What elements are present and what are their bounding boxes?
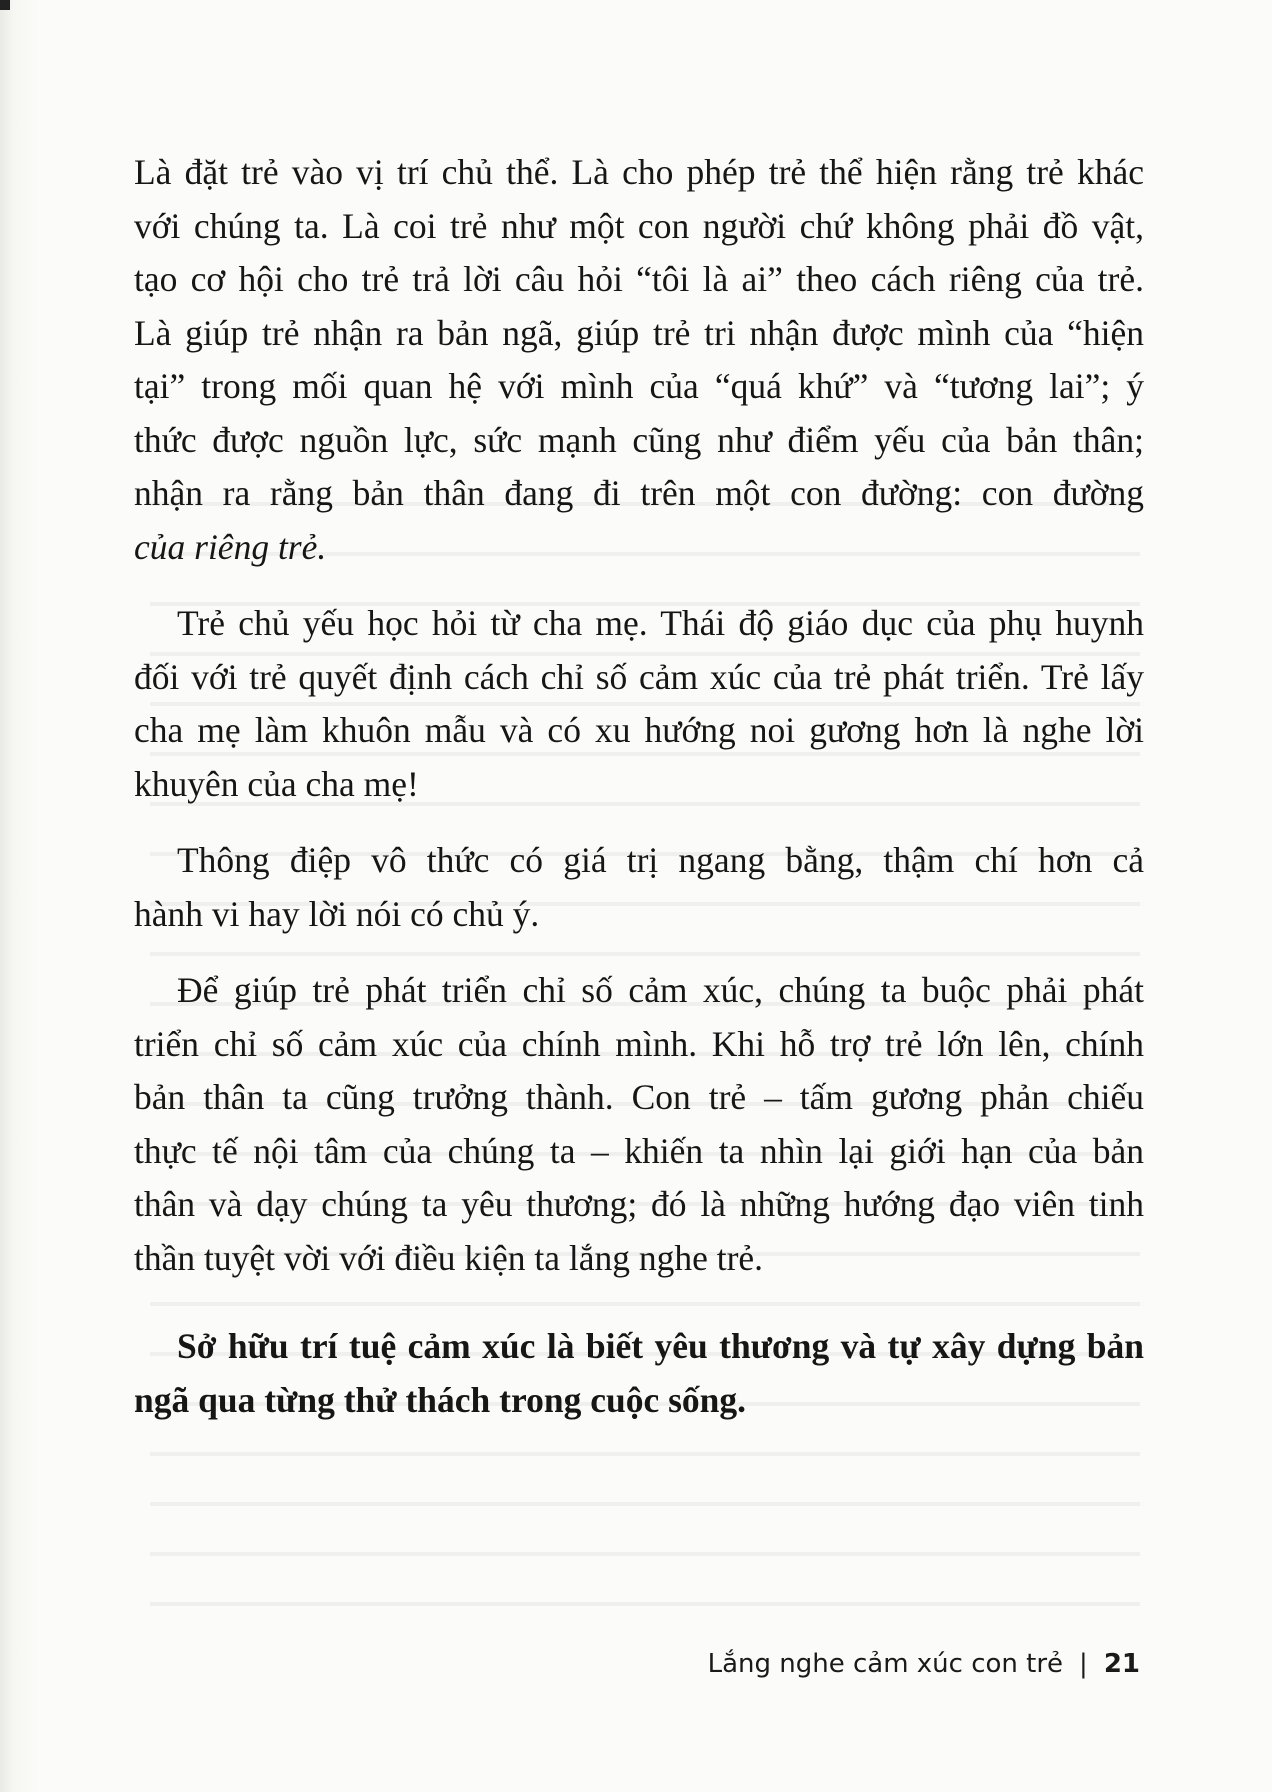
text-line: nhận ra rằng bản thân đang đi trên một con đường: con đường xyxy=(134,473,1144,513)
paragraph-2 xyxy=(134,597,1144,811)
text-line-italic: của riêng trẻ. xyxy=(134,526,327,567)
scan-corner-mark xyxy=(0,0,10,10)
text-line: thân và dạy chúng ta yêu thương; đó là những hướng đạo viên tinh xyxy=(134,1184,1144,1224)
text-line: Là đặt trẻ vào vị trí chủ thể. Là cho phép trẻ thể hiện rằng trẻ khác xyxy=(134,152,1144,192)
paragraph-1 xyxy=(134,146,1144,574)
text-line-bold: ngã qua từng thử thách trong cuộc sống. xyxy=(134,1379,747,1420)
text-line: triển chỉ số cảm xúc của chính mình. Khi hỗ trợ trẻ lớn lên, chính xyxy=(134,1023,1144,1064)
text-line: Để giúp trẻ phát triển chỉ số cảm xúc, chúng ta buộc phải phát xyxy=(177,970,1144,1010)
running-title: Lắng nghe cảm xúc con trẻ xyxy=(707,1649,1064,1679)
paragraph-3 xyxy=(134,834,1144,941)
body-text xyxy=(134,146,1144,1427)
text-line: thực tế nội tâm của chúng ta – khiến ta nhìn lại giới hạn của bản xyxy=(134,1130,1144,1171)
highlight-paragraph xyxy=(134,1320,1144,1427)
text-line: tạo cơ hội cho trẻ trả lời câu hỏi “tôi là ai” theo cách riêng của trẻ. xyxy=(134,259,1144,299)
page-footer xyxy=(690,1644,1140,1684)
text-line: thần tuyệt vời với điều kiện ta lắng nghe trẻ. xyxy=(134,1237,764,1278)
text-line: Trẻ chủ yếu học hỏi từ cha mẹ. Thái độ giáo dục của phụ huynh xyxy=(177,603,1144,643)
text-line: tại” trong mối quan hệ với mình của “quá khứ” và “tương lai”; ý xyxy=(134,366,1144,406)
text-line: đối với trẻ quyết định cách chỉ số cảm xúc của trẻ phát triển. Trẻ lấy xyxy=(134,656,1144,697)
text-line: khuyên của cha mẹ! xyxy=(134,763,419,804)
text-line: Thông điệp vô thức có giá trị ngang bằng, thậm chí hơn cả xyxy=(177,840,1144,880)
text-line: thức được nguồn lực, sức mạnh cũng như điểm yếu của bản thân; xyxy=(134,419,1144,460)
page-number: 21 xyxy=(1103,1649,1140,1679)
footer-separator: | xyxy=(1079,1649,1088,1679)
text-line: bản thân ta cũng trưởng thành. Con trẻ – tấm gương phản chiếu xyxy=(134,1077,1144,1117)
text-line: cha mẹ làm khuôn mẫu và có xu hướng noi gương hơn là nghe lời xyxy=(134,710,1144,750)
text-line-bold: Sở hữu trí tuệ cảm xúc là biết yêu thương và tự xây dựng bản xyxy=(177,1326,1144,1366)
paragraph-4 xyxy=(134,964,1144,1285)
text-line: hành vi hay lời nói có chủ ý. xyxy=(134,893,540,934)
text-line: Là giúp trẻ nhận ra bản ngã, giúp trẻ tri nhận được mình của “hiện xyxy=(134,312,1144,353)
text-line: với chúng ta. Là coi trẻ như một con người chứ không phải đồ vật, xyxy=(134,205,1144,246)
